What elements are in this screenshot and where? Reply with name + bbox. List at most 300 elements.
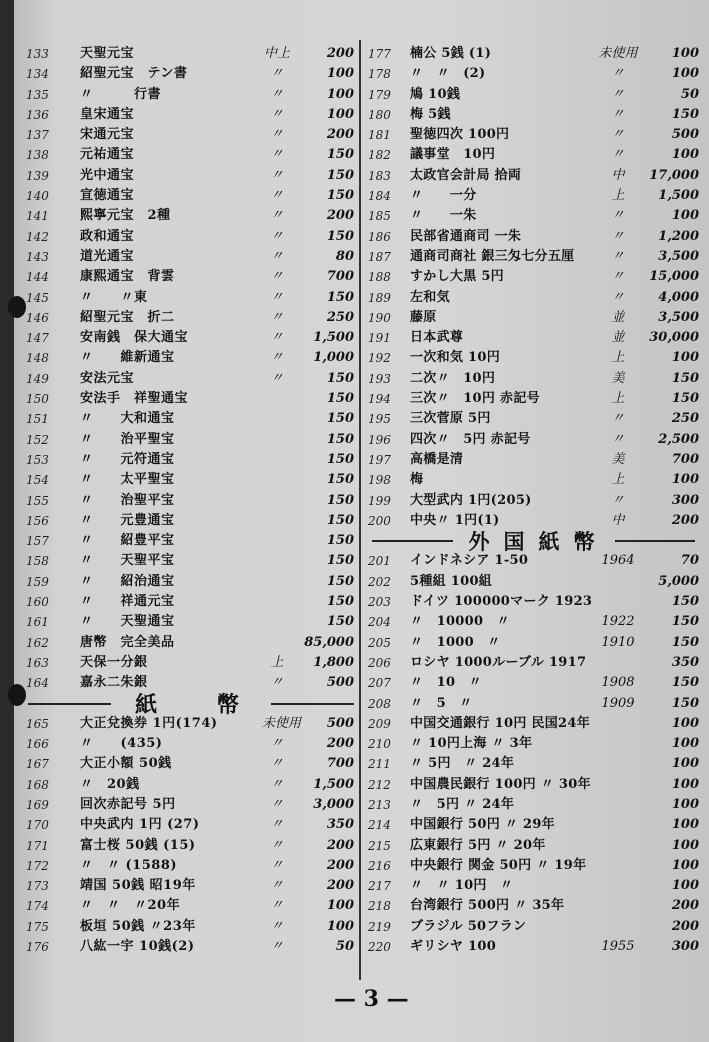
item-grade: 〃 bbox=[270, 208, 284, 224]
item-number: 201 bbox=[368, 554, 391, 569]
item-grade: 〃 bbox=[270, 127, 284, 143]
item-name: 康熙通宝 背雲 bbox=[80, 269, 175, 285]
item-number: 212 bbox=[368, 777, 391, 792]
item-number: 160 bbox=[26, 595, 49, 610]
list-item bbox=[366, 247, 701, 267]
item-number: 191 bbox=[368, 331, 391, 346]
item-price: 100 bbox=[671, 66, 699, 82]
item-name: 〃 天聖平宝 bbox=[80, 553, 175, 569]
item-name: 〃 一朱 bbox=[410, 208, 477, 224]
item-number: 146 bbox=[26, 310, 49, 325]
list-item bbox=[366, 734, 701, 754]
item-grade: 〃 bbox=[270, 837, 284, 853]
list-item bbox=[366, 328, 701, 348]
item-number: 182 bbox=[368, 148, 391, 163]
item-name: 宣徳通宝 bbox=[80, 188, 135, 204]
list-item bbox=[366, 917, 701, 937]
item-grade: 1922 bbox=[601, 614, 635, 630]
item-number: 206 bbox=[368, 655, 391, 670]
list-item bbox=[366, 348, 701, 368]
item-number: 192 bbox=[368, 351, 391, 366]
item-name: 高橋是清 bbox=[410, 451, 464, 467]
item-number: 149 bbox=[26, 371, 49, 386]
item-name: 元祐通宝 bbox=[80, 147, 135, 163]
item-grade: 中上 bbox=[263, 46, 290, 61]
item-number: 144 bbox=[26, 270, 49, 285]
item-grade: 〃 bbox=[611, 86, 625, 102]
item-grade: 〃 bbox=[611, 411, 625, 427]
list-item bbox=[366, 470, 701, 490]
list-item bbox=[366, 551, 701, 571]
item-number: 183 bbox=[368, 168, 391, 183]
item-price: 1,500 bbox=[313, 776, 354, 792]
item-name: 〃 (435) bbox=[80, 736, 163, 752]
item-name: 〃 5円 〃 24年 bbox=[410, 796, 515, 812]
item-name: 通商司商社 銀三匁七分五厘 bbox=[410, 248, 575, 264]
item-grade: 〃 bbox=[270, 106, 284, 122]
list-item bbox=[22, 450, 360, 470]
item-name: 回次赤記号 5円 bbox=[80, 796, 176, 812]
item-price: 80 bbox=[335, 248, 354, 264]
list-item bbox=[22, 470, 360, 490]
list-item bbox=[22, 856, 360, 876]
item-name: 三次菅原 5円 bbox=[410, 411, 491, 427]
item-name: 梅 bbox=[410, 472, 424, 488]
item-number: 207 bbox=[368, 676, 391, 691]
list-item bbox=[366, 308, 701, 328]
item-price: 150 bbox=[326, 228, 354, 244]
list-item bbox=[22, 64, 360, 84]
list-item bbox=[22, 145, 360, 165]
list-item bbox=[22, 531, 360, 551]
list-item bbox=[22, 247, 360, 267]
item-number: 133 bbox=[26, 47, 49, 61]
item-price: 100 bbox=[326, 918, 354, 934]
item-grade: 上 bbox=[611, 472, 625, 488]
item-name: 安南銭 保大通宝 bbox=[80, 330, 189, 346]
item-number: 179 bbox=[368, 87, 391, 102]
item-number: 156 bbox=[26, 513, 49, 528]
list-item bbox=[22, 389, 360, 409]
list-item bbox=[366, 876, 701, 896]
item-grade: 上 bbox=[611, 188, 625, 204]
list-item bbox=[22, 551, 360, 571]
item-price: 500 bbox=[671, 127, 699, 143]
item-grade: 〃 bbox=[270, 330, 284, 346]
item-price: 150 bbox=[326, 553, 354, 569]
item-price: 3,500 bbox=[658, 248, 699, 264]
item-name: 天保一分銀 bbox=[80, 654, 148, 670]
list-item bbox=[366, 267, 701, 287]
list-item bbox=[366, 64, 701, 84]
item-price: 150 bbox=[671, 675, 699, 691]
item-grade: 〃 bbox=[611, 106, 625, 122]
list-item bbox=[366, 633, 701, 653]
item-number: 140 bbox=[26, 189, 49, 204]
item-number: 204 bbox=[368, 615, 391, 630]
item-name: 中国農民銀行 100円 〃 30年 bbox=[410, 776, 591, 792]
list-item bbox=[366, 288, 701, 308]
page-number: — 3 — bbox=[334, 986, 409, 1012]
item-name: 〃 10000 〃 bbox=[410, 614, 510, 630]
item-price: 100 bbox=[326, 106, 354, 122]
item-grade: 上 bbox=[270, 654, 284, 670]
list-item bbox=[366, 186, 701, 206]
item-number: 190 bbox=[368, 310, 391, 325]
item-price: 250 bbox=[326, 309, 354, 325]
item-grade: 1909 bbox=[601, 695, 635, 711]
heading-rule bbox=[615, 540, 696, 542]
item-number: 181 bbox=[368, 128, 391, 143]
item-name: 安法元宝 bbox=[80, 370, 135, 386]
item-name: 紹聖元宝 折二 bbox=[80, 309, 175, 325]
item-name: 〃 5 〃 bbox=[410, 695, 473, 711]
item-number: 215 bbox=[368, 838, 391, 853]
item-grade: 〃 bbox=[270, 188, 284, 204]
heading-rule bbox=[271, 703, 354, 705]
item-price: 150 bbox=[671, 594, 699, 610]
item-number: 188 bbox=[368, 270, 391, 285]
item-grade: 美 bbox=[611, 370, 625, 386]
item-grade: 〃 bbox=[270, 857, 284, 873]
item-number: 173 bbox=[26, 879, 49, 894]
item-name: 光中通宝 bbox=[80, 167, 135, 183]
item-name: ギリシヤ 100 bbox=[410, 939, 497, 955]
item-grade: 〃 bbox=[270, 796, 284, 812]
item-price: 100 bbox=[326, 66, 354, 82]
list-item bbox=[366, 450, 701, 470]
item-price: 150 bbox=[326, 472, 354, 488]
item-grade: 〃 bbox=[270, 86, 284, 102]
item-grade: 1908 bbox=[601, 675, 635, 691]
list-item bbox=[366, 836, 701, 856]
item-grade: 上 bbox=[611, 350, 625, 366]
list-item bbox=[22, 206, 360, 226]
item-price: 150 bbox=[326, 512, 354, 528]
item-price: 200 bbox=[326, 46, 354, 61]
list-item bbox=[22, 328, 360, 348]
item-grade: 〃 bbox=[270, 776, 284, 792]
list-item bbox=[366, 937, 701, 957]
section-title: 外国紙幣 bbox=[468, 529, 609, 555]
item-number: 195 bbox=[368, 412, 391, 427]
item-number: 147 bbox=[26, 331, 49, 346]
item-name: 道光通宝 bbox=[80, 248, 135, 264]
item-price: 15,000 bbox=[649, 269, 699, 285]
item-name: 大正兌換券 1円(174) bbox=[80, 715, 218, 731]
item-price: 50 bbox=[680, 86, 699, 102]
item-number: 176 bbox=[26, 940, 49, 955]
item-number: 166 bbox=[26, 737, 49, 752]
item-price: 250 bbox=[671, 411, 699, 427]
list-item bbox=[22, 876, 360, 896]
item-number: 184 bbox=[368, 189, 391, 204]
heading-rule bbox=[372, 540, 453, 542]
item-name: 〃 大和通宝 bbox=[80, 411, 175, 427]
item-grade: 並 bbox=[611, 309, 625, 325]
list-item bbox=[22, 288, 360, 308]
list-item bbox=[366, 369, 701, 389]
item-price: 150 bbox=[326, 289, 354, 305]
item-grade: 上 bbox=[611, 391, 625, 407]
item-name: 台湾銀行 500円 〃 35年 bbox=[410, 898, 565, 914]
item-grade: 〃 bbox=[270, 817, 284, 833]
item-price: 1,000 bbox=[313, 350, 354, 366]
list-item bbox=[366, 166, 701, 186]
list-item bbox=[366, 775, 701, 795]
list-item bbox=[366, 206, 701, 226]
item-price: 5,000 bbox=[658, 573, 699, 589]
item-price: 100 bbox=[671, 817, 699, 833]
item-price: 150 bbox=[326, 492, 354, 508]
list-item bbox=[22, 369, 360, 389]
item-number: 186 bbox=[368, 229, 391, 244]
item-price: 3,500 bbox=[658, 309, 699, 325]
item-number: 151 bbox=[26, 412, 49, 427]
item-number: 208 bbox=[368, 696, 391, 711]
item-price: 100 bbox=[671, 715, 699, 731]
item-name: 熙寧元宝 2種 bbox=[80, 208, 171, 224]
item-name: 靖国 50銭 昭19年 bbox=[80, 878, 196, 894]
item-grade: 〃 bbox=[270, 147, 284, 163]
item-name: 〃 元符通宝 bbox=[80, 451, 175, 467]
item-name: 〃 太平聖宝 bbox=[80, 472, 175, 488]
item-grade: 美 bbox=[611, 451, 625, 467]
item-name: 議事堂 10円 bbox=[410, 147, 496, 163]
item-name: 〃 紹豊平宝 bbox=[80, 533, 175, 549]
section-heading bbox=[22, 692, 360, 719]
list-item bbox=[366, 896, 701, 916]
item-price: 200 bbox=[326, 837, 354, 853]
list-item bbox=[22, 491, 360, 511]
item-grade: 〃 bbox=[611, 248, 625, 264]
item-price: 4,000 bbox=[658, 289, 699, 305]
item-number: 214 bbox=[368, 818, 391, 833]
item-price: 100 bbox=[671, 736, 699, 752]
list-item bbox=[22, 85, 360, 105]
item-grade: 〃 bbox=[270, 898, 284, 914]
item-price: 200 bbox=[671, 512, 699, 528]
list-item bbox=[22, 430, 360, 450]
item-price: 150 bbox=[671, 695, 699, 711]
item-name: 日本武尊 bbox=[410, 330, 464, 346]
section-heading bbox=[366, 529, 701, 555]
item-name: 唐幣 完全美品 bbox=[80, 634, 175, 650]
list-item bbox=[366, 105, 701, 125]
item-price: 100 bbox=[671, 46, 699, 61]
item-number: 189 bbox=[368, 290, 391, 305]
item-price: 700 bbox=[326, 269, 354, 285]
item-number: 193 bbox=[368, 371, 391, 386]
item-price: 200 bbox=[326, 857, 354, 873]
item-number: 134 bbox=[26, 67, 49, 82]
item-grade: 〃 bbox=[611, 147, 625, 163]
item-price: 200 bbox=[326, 208, 354, 224]
item-number: 141 bbox=[26, 209, 49, 224]
item-price: 2,500 bbox=[658, 431, 699, 447]
item-grade: 〃 bbox=[270, 939, 284, 955]
item-price: 50 bbox=[335, 939, 354, 955]
item-grade: 1955 bbox=[601, 939, 635, 955]
item-number: 178 bbox=[368, 67, 391, 82]
item-price: 150 bbox=[326, 573, 354, 589]
item-name: インドネシア 1-50 bbox=[410, 553, 529, 569]
item-price: 100 bbox=[671, 857, 699, 873]
item-price: 100 bbox=[671, 472, 699, 488]
list-item bbox=[22, 917, 360, 937]
item-number: 220 bbox=[368, 940, 391, 955]
item-price: 150 bbox=[326, 391, 354, 407]
item-number: 213 bbox=[368, 797, 391, 812]
item-grade: 〃 bbox=[270, 756, 284, 772]
item-price: 150 bbox=[326, 614, 354, 630]
item-name: 太政官会計局 拾両 bbox=[410, 167, 522, 183]
item-name: 一次和気 10円 bbox=[410, 350, 501, 366]
item-price: 100 bbox=[326, 86, 354, 102]
item-number: 152 bbox=[26, 432, 49, 447]
item-name: 〃 20銭 bbox=[80, 776, 140, 792]
item-name: 〃 天聖通宝 bbox=[80, 614, 175, 630]
item-name: 梅 5銭 bbox=[410, 106, 451, 122]
item-number: 171 bbox=[26, 838, 49, 853]
item-number: 150 bbox=[26, 392, 49, 407]
item-number: 136 bbox=[26, 107, 49, 122]
item-grade: 〃 bbox=[611, 66, 625, 82]
item-name: 中央〃 1円(1) bbox=[410, 512, 500, 528]
item-grade: 〃 bbox=[611, 431, 625, 447]
price-list-page bbox=[14, 0, 709, 1042]
item-price: 150 bbox=[326, 147, 354, 163]
list-item bbox=[366, 227, 701, 247]
item-price: 100 bbox=[326, 898, 354, 914]
item-grade: 〃 bbox=[611, 289, 625, 305]
list-item bbox=[22, 592, 360, 612]
item-name: 左和気 bbox=[410, 289, 450, 305]
item-grade: 中 bbox=[611, 167, 625, 183]
item-price: 200 bbox=[671, 918, 699, 934]
list-item bbox=[366, 44, 701, 64]
item-price: 17,000 bbox=[649, 167, 699, 183]
item-name: 〃 一分 bbox=[410, 188, 477, 204]
list-item bbox=[22, 227, 360, 247]
item-number: 154 bbox=[26, 473, 49, 488]
item-number: 217 bbox=[368, 879, 391, 894]
item-price: 150 bbox=[326, 167, 354, 183]
item-name: 〃 〃 (2) bbox=[410, 66, 486, 82]
item-price: 200 bbox=[326, 878, 354, 894]
item-number: 159 bbox=[26, 574, 49, 589]
item-price: 3,000 bbox=[313, 796, 354, 812]
right-column bbox=[366, 44, 701, 957]
list-item bbox=[22, 714, 360, 734]
item-price: 100 bbox=[671, 350, 699, 366]
item-name: 〃 祥通元宝 bbox=[80, 594, 175, 610]
item-name: 四次〃 5円 赤記号 bbox=[410, 431, 531, 447]
item-name: 宋通元宝 bbox=[80, 127, 135, 143]
item-price: 350 bbox=[326, 817, 354, 833]
list-item bbox=[22, 511, 360, 531]
item-name: 〃 〃 10円 〃 bbox=[410, 878, 514, 894]
list-item bbox=[366, 673, 701, 693]
item-grade: 未使用 bbox=[598, 46, 638, 61]
item-price: 350 bbox=[671, 654, 699, 670]
item-name: 〃 〃 〃20年 bbox=[80, 898, 181, 914]
item-price: 200 bbox=[326, 127, 354, 143]
item-grade: 〃 bbox=[611, 228, 625, 244]
item-name: 中国交通銀行 10円 民国24年 bbox=[410, 715, 591, 731]
item-price: 300 bbox=[671, 492, 699, 508]
item-number: 139 bbox=[26, 168, 49, 183]
item-grade: 中 bbox=[611, 512, 625, 528]
item-name: 政和通宝 bbox=[80, 228, 135, 244]
item-number: 169 bbox=[26, 797, 49, 812]
item-number: 174 bbox=[26, 899, 49, 914]
item-number: 137 bbox=[26, 128, 49, 143]
item-price: 30,000 bbox=[649, 330, 699, 346]
list-item bbox=[22, 815, 360, 835]
item-price: 150 bbox=[326, 370, 354, 386]
list-item bbox=[22, 653, 360, 673]
item-name: 〃 行書 bbox=[80, 86, 162, 102]
item-price: 150 bbox=[326, 188, 354, 204]
item-grade: 〃 bbox=[270, 736, 284, 752]
left-column bbox=[22, 44, 360, 957]
item-price: 700 bbox=[326, 756, 354, 772]
item-price: 150 bbox=[326, 431, 354, 447]
item-name: 〃 紹治通宝 bbox=[80, 573, 175, 589]
list-item bbox=[366, 815, 701, 835]
item-price: 200 bbox=[326, 736, 354, 752]
item-price: 500 bbox=[326, 675, 354, 691]
item-grade: 〃 bbox=[611, 269, 625, 285]
item-price: 1,500 bbox=[313, 330, 354, 346]
list-item bbox=[22, 125, 360, 145]
item-name: 天聖元宝 bbox=[80, 46, 135, 61]
item-price: 100 bbox=[671, 208, 699, 224]
list-item bbox=[366, 714, 701, 734]
item-grade: 〃 bbox=[611, 208, 625, 224]
item-price: 150 bbox=[671, 614, 699, 630]
list-item bbox=[366, 409, 701, 429]
item-grade: 〃 bbox=[270, 228, 284, 244]
item-number: 170 bbox=[26, 818, 49, 833]
item-name: 安法手 祥聖通宝 bbox=[80, 391, 189, 407]
item-number: 199 bbox=[368, 493, 391, 508]
item-name: 中央銀行 関金 50円 〃 19年 bbox=[410, 857, 587, 873]
item-grade: 未使用 bbox=[262, 715, 302, 731]
item-number: 167 bbox=[26, 757, 49, 772]
item-grade: 〃 bbox=[270, 269, 284, 285]
item-number: 175 bbox=[26, 919, 49, 934]
item-name: 中央武内 1円 (27) bbox=[80, 817, 200, 833]
item-price: 150 bbox=[326, 411, 354, 427]
item-number: 164 bbox=[26, 676, 49, 691]
item-number: 135 bbox=[26, 87, 49, 102]
list-item bbox=[366, 125, 701, 145]
item-name: 〃 10 〃 bbox=[410, 675, 482, 691]
item-name: ロシヤ 1000ルーブル 1917 bbox=[410, 654, 587, 670]
item-name: 〃 治聖平宝 bbox=[80, 492, 175, 508]
item-grade: 〃 bbox=[270, 878, 284, 894]
item-number: 168 bbox=[26, 777, 49, 792]
item-number: 218 bbox=[368, 899, 391, 914]
item-price: 150 bbox=[671, 634, 699, 650]
item-price: 1,200 bbox=[658, 228, 699, 244]
list-item bbox=[22, 754, 360, 774]
list-item bbox=[366, 491, 701, 511]
list-item bbox=[366, 612, 701, 632]
item-name: 大型武内 1円(205) bbox=[410, 492, 532, 508]
